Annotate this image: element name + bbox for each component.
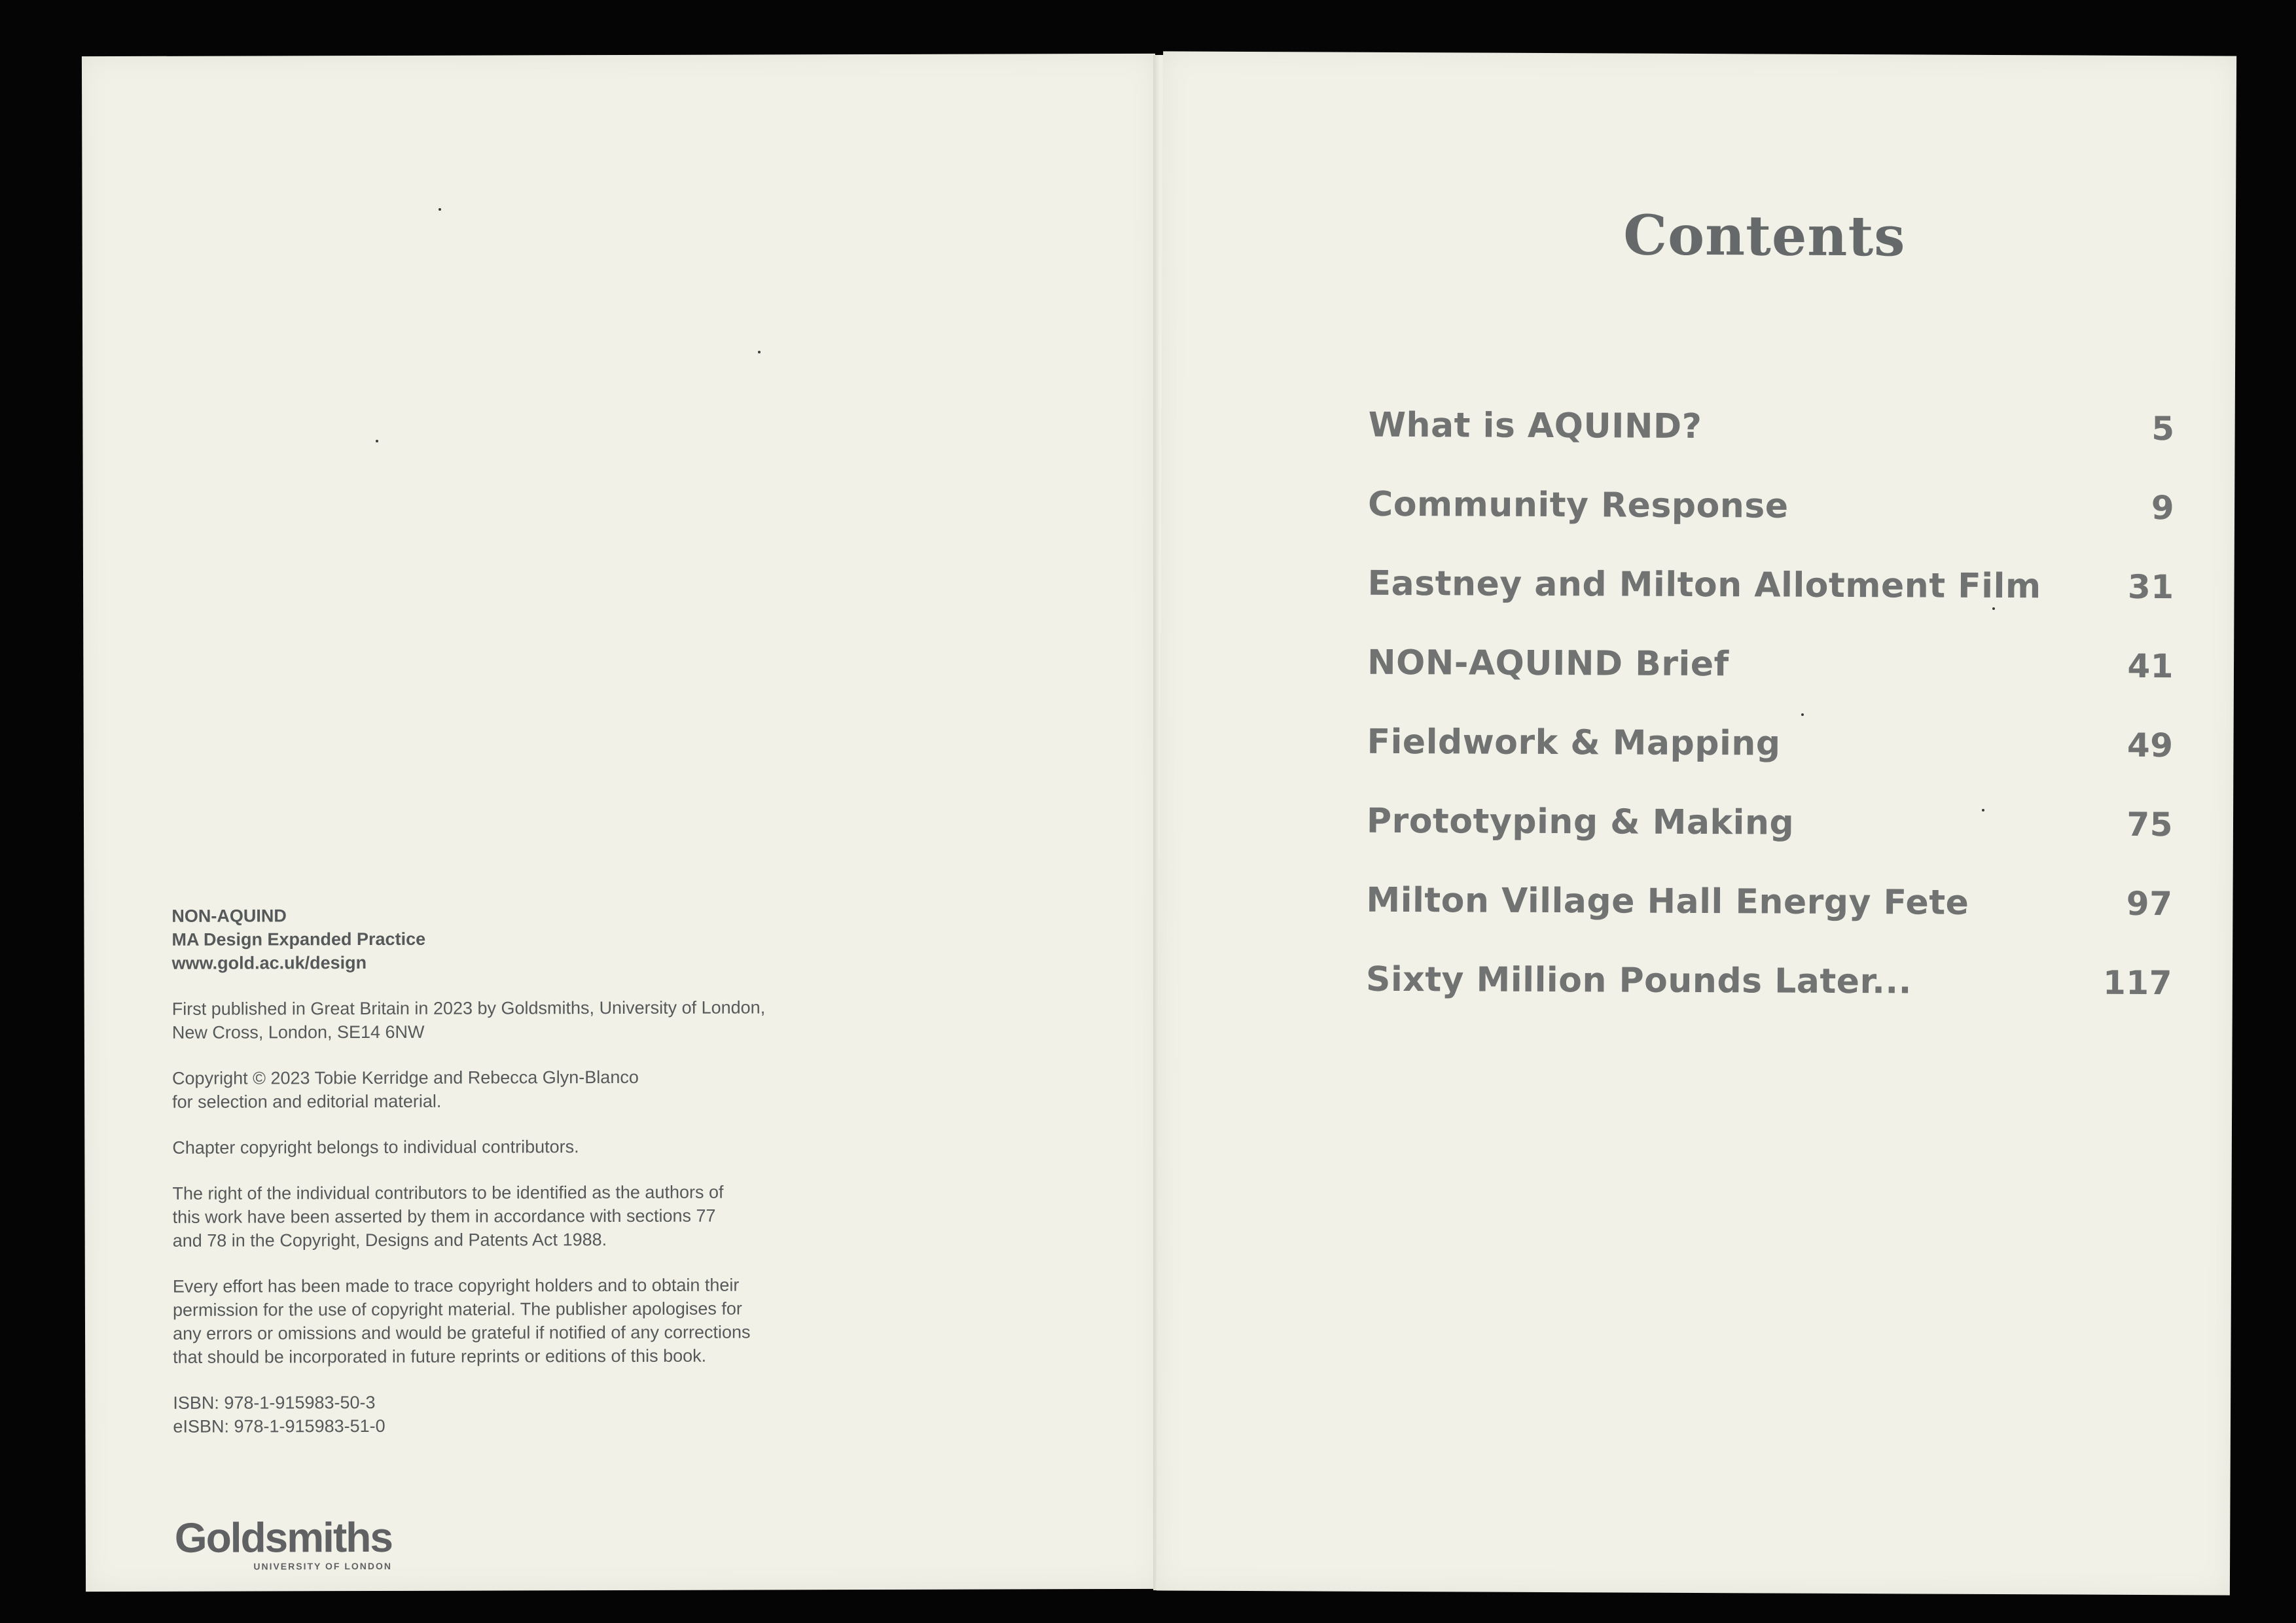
contents-title: Contents [1623,202,1906,269]
entry-title: NON-AQUIND Brief [1367,643,1729,685]
logo-name: Goldsmiths [174,1513,392,1561]
goldsmiths-logo [174,1513,393,1572]
colophon-line: for selection and editorial material. [172,1091,442,1112]
entry-title: Fieldwork & Mapping [1367,722,1781,764]
paper-speck [376,440,378,442]
entry-title: What is AQUIND? [1368,405,1702,447]
paper-speck [1982,809,1984,812]
contents-list [1366,406,2175,1043]
colophon-line: First published in Great Britain in 2023 by Goldsmiths, University of London, [171,997,766,1019]
entry-title: Prototyping & Making [1366,801,1795,843]
contents-entry [1367,722,2174,805]
entry-title: Community Response [1367,484,1789,526]
colophon-line: any errors or omissions and would be grateful if notified of any corrections [173,1322,751,1344]
colophon-publisher [172,995,958,1044]
colophon [171,902,958,1461]
colophon-line: Copyright © 2023 Tobie Kerridge and Rebecca Glyn-Blanco [171,1067,639,1088]
logo-subtitle: UNIVERSITY OF LONDON [253,1560,393,1572]
entry-page-number: 9 [2151,489,2175,527]
colophon-line: and 78 in the Copyright, Designs and Patents Act 1988. [172,1230,607,1251]
contents-entry [1368,406,2175,488]
paper-speck [1801,713,1804,716]
entry-page-number: 41 [2127,647,2174,686]
colophon-chapter-copyright [172,1134,958,1160]
paper-speck [1992,607,1995,610]
entry-page-number: 97 [2126,884,2173,923]
colophon-line: that should be incorporated in future reprints or editions of this book. [173,1346,707,1367]
colophon-line: MA Design Expanded Practice [171,929,426,950]
colophon-line: this work have been asserted by them in accordance with sections 77 [172,1205,716,1227]
entry-page-number: 117 [2102,963,2173,1003]
right-page [1157,51,2236,1595]
entry-page-number: 49 [2126,726,2174,765]
contents-entry [1367,802,2174,884]
entry-title: Milton Village Hall Energy Fete [1366,880,1969,923]
contents-entry [1367,643,2174,726]
entry-title: Sixty Million Pounds Later... [1365,959,1912,1002]
entry-title: Eastney and Milton Allotment Film [1367,563,2041,607]
left-page [82,54,1159,1592]
paper-speck [758,351,761,353]
eisbn-line: eISBN: 978-1-915983-51-0 [173,1416,386,1436]
isbn-line: ISBN: 978-1-915983-50-3 [173,1392,376,1413]
paper-speck [439,208,441,211]
colophon-line: The right of the individual contributors to be identified as the authors of [172,1182,724,1204]
colophon-line: permission for the use of copyright material. The publisher apologises for [172,1298,742,1320]
colophon-publication-info [171,902,957,975]
colophon-isbn [173,1389,958,1438]
colophon-disclaimer [173,1273,958,1369]
colophon-line: Every effort has been made to trace copyright holders and to obtain their [172,1275,740,1296]
entry-page-number: 31 [2127,567,2174,607]
contents-entry [1366,960,2173,1043]
colophon-line: New Cross, London, SE14 6NW [171,1022,425,1043]
colophon-line: www.gold.ac.uk/design [171,953,367,973]
contents-entry [1368,485,2175,567]
entry-page-number: 5 [2151,410,2175,448]
colophon-line: Chapter copyright belongs to individual contributors. [172,1137,579,1158]
colophon-copyright [172,1065,958,1114]
contents-entry [1366,881,2173,963]
entry-page-number: 75 [2126,805,2174,844]
colophon-rights [172,1180,958,1253]
contents-entry [1367,564,2174,647]
colophon-line: NON-AQUIND [171,906,287,926]
